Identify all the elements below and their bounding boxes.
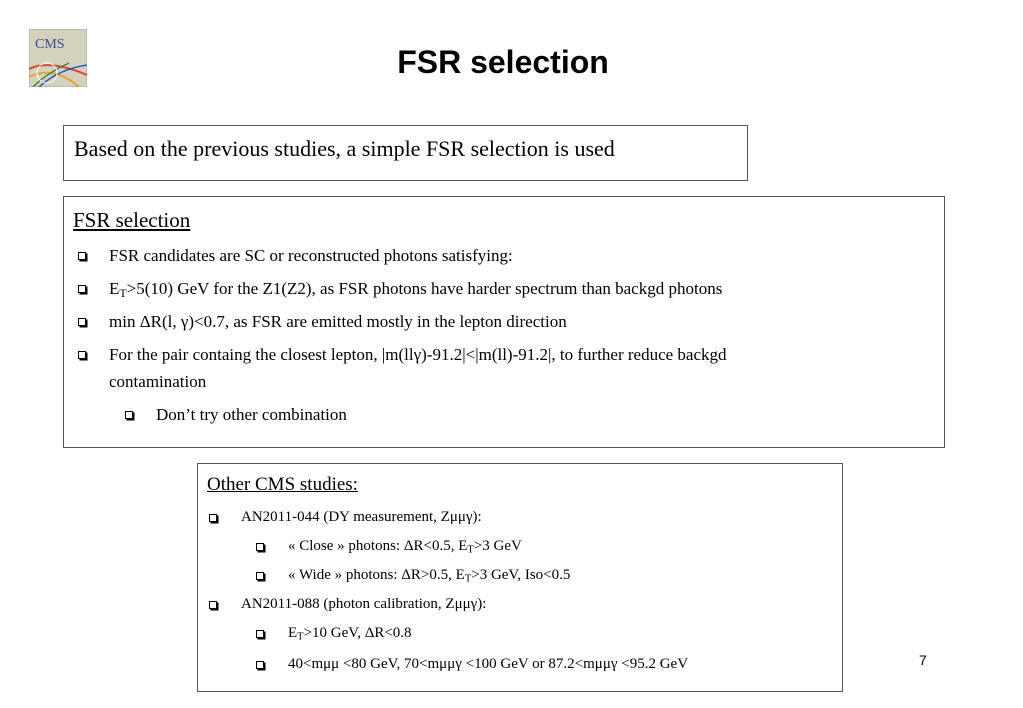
bullet-icon bbox=[256, 630, 264, 638]
bullet-icon bbox=[78, 285, 86, 293]
intro-box bbox=[63, 125, 748, 181]
fsr-heading: FSR selection bbox=[73, 208, 191, 232]
close-photons-text: « Close » photons: ΔR<0.5, E bbox=[288, 538, 468, 554]
cms-studies-heading: Other CMS studies: bbox=[207, 474, 358, 495]
study-mass-windows: 40<mμμ <80 GeV, 70<mμμγ <100 GeV or 87.2<mμμγ <95.2 GeV bbox=[288, 656, 689, 672]
fsr-item-deltar: min ΔR(l, γ)<0.7, as FSR are emitted mostly in the lepton direction bbox=[109, 312, 567, 331]
bullet-icon bbox=[78, 252, 86, 260]
bullet-icon bbox=[256, 543, 264, 551]
et-symbol: E bbox=[109, 279, 120, 298]
fsr-item-pair-line1: For the pair containg the closest lepton, |m(llγ)-91.2|<|m(ll)-91.2|, to further reduce backgd bbox=[109, 345, 727, 364]
calib-et-subscript: T bbox=[297, 631, 304, 643]
study-calibration-cuts bbox=[288, 622, 412, 644]
fsr-item-pair-line2: contamination bbox=[109, 372, 207, 391]
et-subscript: T bbox=[119, 285, 127, 300]
bullet-icon bbox=[209, 601, 217, 609]
page-title: FSR selection bbox=[397, 44, 609, 80]
page-number: 7 bbox=[919, 652, 927, 668]
bullet-icon bbox=[209, 514, 217, 522]
wide-photons-cut: >3 GeV, Iso<0.5 bbox=[471, 567, 571, 583]
fsr-selection-box bbox=[63, 196, 945, 448]
bullet-icon bbox=[256, 661, 264, 669]
et-condition: >5(10) GeV for the Z1(Z2), as FSR photons have harder spectrum than backgd photons bbox=[126, 279, 723, 298]
study-wide-photons bbox=[288, 564, 570, 586]
bullet-icon bbox=[78, 318, 86, 326]
intro-text: Based on the previous studies, a simple FSR selection is used bbox=[74, 136, 615, 161]
wide-et-subscript: T bbox=[464, 573, 472, 585]
study-close-photons bbox=[288, 535, 522, 557]
bullet-icon bbox=[78, 351, 86, 359]
fsr-subitem-combination: Don’t try other combination bbox=[156, 405, 347, 424]
bullet-icon bbox=[256, 572, 264, 580]
wide-photons-text: « Wide » photons: ΔR>0.5, E bbox=[288, 567, 465, 583]
fsr-item-candidates: FSR candidates are SC or reconstructed photons satisfying: bbox=[109, 246, 513, 265]
study-an2011-088: AN2011-088 (photon calibration, Zμμγ): bbox=[241, 596, 487, 612]
close-et-subscript: T bbox=[467, 544, 474, 556]
bullet-icon bbox=[125, 411, 133, 419]
other-cms-studies-box bbox=[197, 463, 843, 692]
calib-cut: >10 GeV, ΔR<0.8 bbox=[303, 625, 412, 641]
calib-et-symbol: E bbox=[288, 625, 298, 641]
svg-text:CMS: CMS bbox=[35, 37, 65, 52]
study-an2011-044: AN2011-044 (DY measurement, Zμμγ): bbox=[241, 509, 482, 525]
fsr-item-et bbox=[109, 276, 722, 302]
close-photons-cut: >3 GeV bbox=[473, 538, 522, 554]
